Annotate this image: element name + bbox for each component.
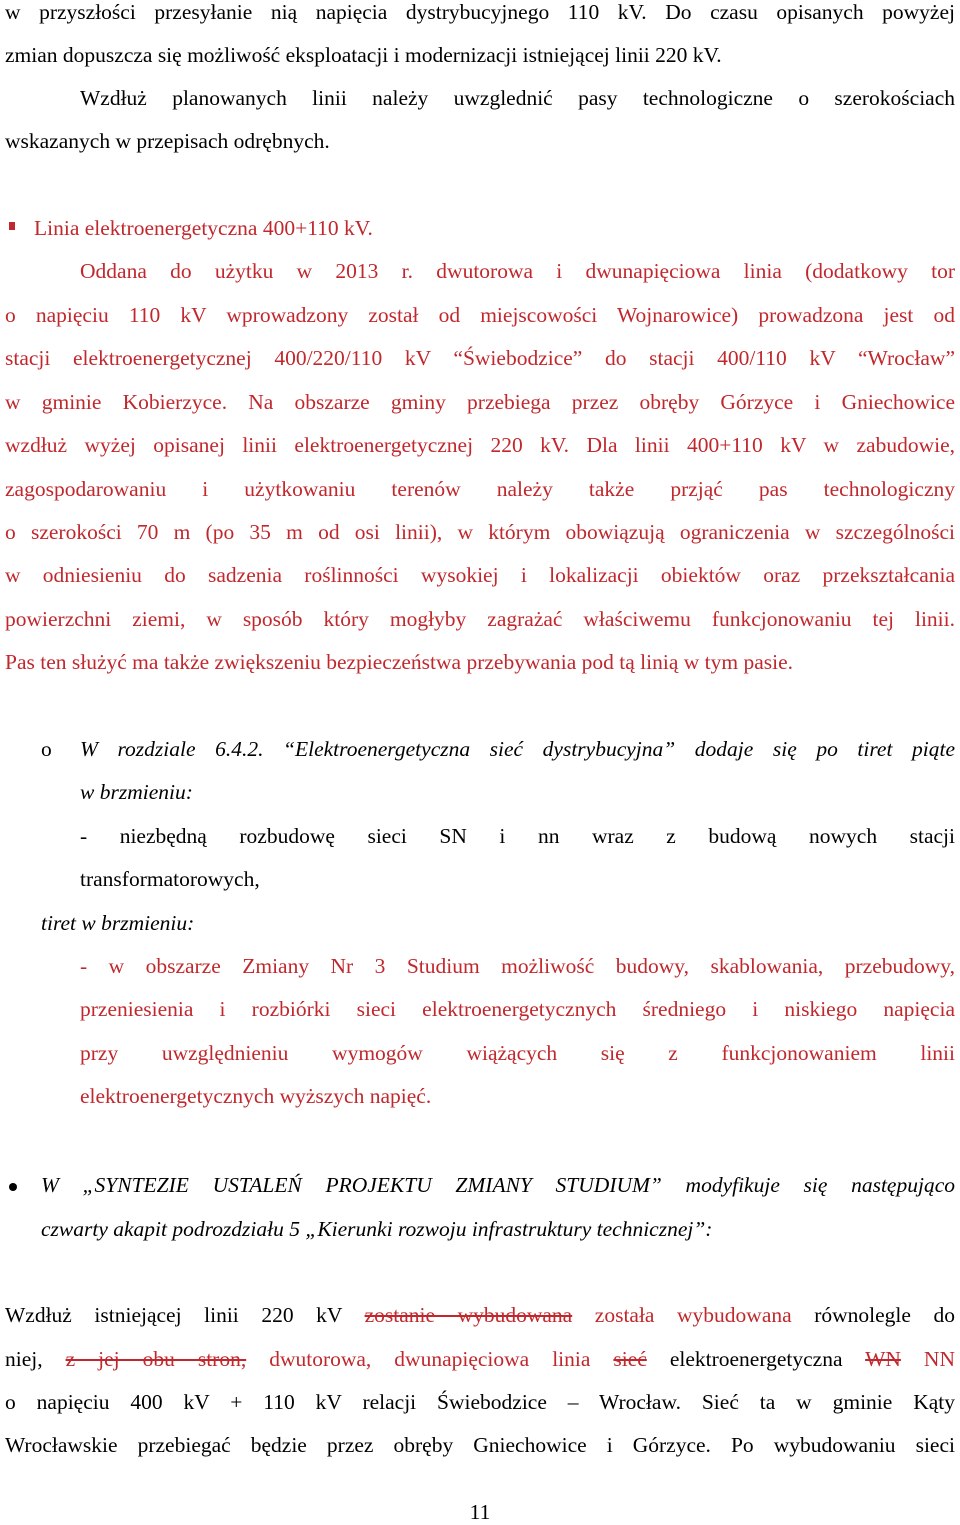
text-line <box>5 1349 955 1375</box>
text-line: o napięciu 110 kV wprowadzony został od miejscowości Wojnarowice) prowadzona jest od <box>5 303 955 327</box>
section-heading: Linia elektroenergetyczna 400+110 kV. <box>34 216 373 240</box>
text-line: tiret w brzmieniu: <box>41 911 195 935</box>
text-span: równolegle do <box>814 1303 956 1327</box>
text-line: - niezbędną rozbudowę sieci SN i nn wraz z budową nowych stacji <box>80 824 955 848</box>
text-line: powierzchni ziemi, w sposób który mogłyby zagrażać właściwemu funkcjonowaniu tej linii. <box>5 607 955 631</box>
text-line: w gminie Kobierzyce. Na obszarze gminy przebiega przez obręby Górzyce i Gniechowice <box>5 390 955 414</box>
text-line: Wzdłuż planowanych linii należy uwzglednić pasy technologiczne o szerokościach <box>80 86 955 110</box>
text-span: niej, <box>5 1347 43 1371</box>
square-bullet-icon <box>9 222 15 230</box>
list-marker: o <box>41 737 52 761</box>
round-bullet-icon <box>9 1183 17 1191</box>
text-line: - w obszarze Zmiany Nr 3 Studium możliwość budowy, skablowania, przebudowy, <box>80 954 955 978</box>
text-line: elektroenergetycznych wyższych napięć. <box>80 1084 432 1108</box>
text-line: zmian dopuszcza się możliwość eksploatacji i modernizacji istniejącej linii 220 kV. <box>5 43 722 67</box>
text-line: czwarty akapit podrozdziału 5 „Kierunki rozwoju infrastruktury technicznej”: <box>41 1217 713 1241</box>
text-line: w odniesieniu do sadzenia roślinności wysokiej i lokalizacji obiektów oraz przekształcania <box>5 563 955 587</box>
deleted-text: WN <box>865 1347 901 1371</box>
text-line: stacji elektroenergetycznej 400/220/110 kV “Świebodzice” do stacji 400/110 kV “Wrocław” <box>5 346 955 370</box>
inserted-text: dwutorowa, dwunapięciowa linia <box>269 1347 591 1371</box>
page-number: 11 <box>469 1500 491 1524</box>
deleted-text: zostanie wybudowana <box>364 1303 573 1327</box>
text-line: wzdłuż wyżej opisanej linii elektroenergetycznej 220 kV. Dla linii 400+110 kV w zabudowie, <box>5 433 955 457</box>
text-line: w przyszłości przesyłanie nią napięcia dystrybucyjnego 110 kV. Do czasu opisanych powyżej <box>5 0 955 24</box>
deleted-text: z jej obu stron, <box>65 1347 247 1371</box>
text-line: wskazanych w przepisach odrębnych. <box>5 129 330 153</box>
text-line: Oddana do użytku w 2013 r. dwutorowa i dwunapięciowa linia (dodatkowy tor <box>80 259 955 283</box>
text-line: Pas ten służyć ma także zwiększeniu bezpieczeństwa przebywania pod tą linią w tym pasie. <box>5 650 794 674</box>
inserted-text: została wybudowana <box>594 1303 792 1327</box>
text-line: o szerokości 70 m (po 35 m od osi linii), w którym obowiązują ograniczenia w szczególności <box>5 520 955 544</box>
text-line: w brzmieniu: <box>80 780 193 804</box>
text-line: zagospodarowaniu i użytkowaniu terenów należy także przjąć pas technologiczny <box>5 477 955 501</box>
text-line: transformatorowych, <box>80 867 260 891</box>
text-span: elektroenergetyczna <box>669 1347 843 1371</box>
text-line: przy uwzględnieniu wymogów wiążących się z funkcjonowaniem linii <box>80 1041 955 1065</box>
text-line: o napięciu 400 kV + 110 kV relacji Świebodzice – Wrocław. Sieć ta w gminie Kąty <box>5 1390 955 1414</box>
text-line <box>5 1305 955 1331</box>
text-line: przeniesienia i rozbiórki sieci elektroenergetycznych średniego i niskiego napięcia <box>80 997 955 1021</box>
deleted-text: sieć <box>613 1347 647 1371</box>
text-span: Wzdłuż istniejącej linii 220 kV <box>5 1303 343 1327</box>
text-line: W rozdziale 6.4.2. “Elektroenergetyczna sieć dystrybucyjna” dodaje się po tiret piąte <box>80 737 955 761</box>
text-line: W „SYNTEZIE USTALEŃ PROJEKTU ZMIANY STUDIUM” modyfikuje się następująco <box>41 1173 955 1197</box>
text-line: Wrocławskie przebiegać będzie przez obręby Gniechowice i Górzyce. Po wybudowaniu sieci <box>5 1433 955 1457</box>
inserted-text: NN <box>923 1347 955 1371</box>
